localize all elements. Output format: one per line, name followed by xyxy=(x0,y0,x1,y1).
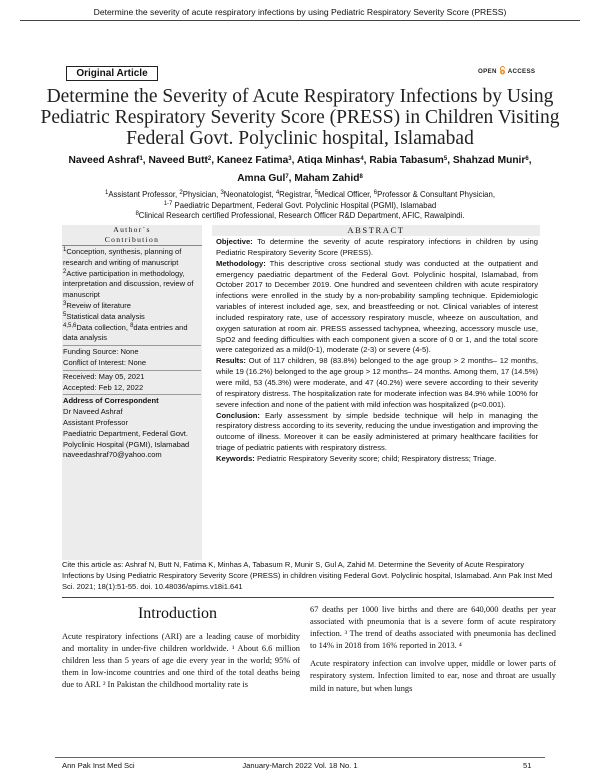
author-affil-mark: 8 xyxy=(359,174,363,180)
abstract-label: Results: xyxy=(216,356,246,366)
author-affil-mark: 5 xyxy=(443,156,448,162)
sidebar-content xyxy=(63,247,201,461)
citation: Cite this article as: Ashraf N, Butt N, Fatima K, Minhas A, Tabasum R, Munir S, Gul A, Zahid M. Determine the Severity of Acute Respiratory Infections by Using Pediatric Respiratory Severity Score (PRESS) in children visiting Federal Govt. Polyclinic hospital, Islamabad. Ann Pak Inst Med Sci. 2021; 18(1):51-55. doi. 10.48036/apims.v18i1.641 xyxy=(62,560,553,591)
contribution-item xyxy=(63,323,201,345)
abstract-text: Out of 117 children, 98 (83.8%) belonged to the age group > 2 months– 12 months, while 19 (16.2%) belonged to the age group > 12 months– 24 months. Among them, 17 (14.5%) were mild, 53 (45.3%) were moderate, and 47 (40.2%) were severe according to their severity of respiratory distress. The hospitalization rate for moderate infection was 84.9% while 100% for severe infection and none of the patient with mild infection was hospitalized (p<0.001). xyxy=(216,356,538,409)
contribution-heading-line: Author`s xyxy=(113,225,151,234)
contribution-item xyxy=(63,269,201,301)
contribution-text: Reveiw of literature xyxy=(66,300,131,310)
author-affil-mark: 6 xyxy=(525,156,529,162)
conflict-of-interest: Conflict of Interest: None xyxy=(63,357,147,367)
title-line: Federal Govt. Polyclinic hospital, Islamabad xyxy=(126,128,474,149)
author-name: Naveed Butt xyxy=(148,155,208,166)
affil-text: Registrar, xyxy=(279,190,315,199)
abstract-conclusion xyxy=(216,411,538,454)
author-name: Shahzad Munir xyxy=(452,155,526,166)
correspondent-name: Dr Naveed Ashraf xyxy=(63,407,123,417)
intro-paragraph: 67 deaths per 1000 live births and there are 640,000 deaths per year associated with pneumonia that is a severe form of acute respiratory infection. ³ The trend of deaths associated with pneumonia has declined to 14% in 2018 from 16% reported in 2013. ⁴ xyxy=(310,605,556,651)
affil-text: Professor & Consultant Physician, xyxy=(377,190,496,199)
contribution-heading-line: Contribution xyxy=(104,234,160,244)
contribution-heading xyxy=(62,225,202,246)
abstract-text: Early assessment by simple bedside technique will help in managing the respiratory distress according to its severity, reducing the undue investigation and improving the outcome of illness. Moreover it can be easily administered at primary healthcare facilities for triage of pediatric patients with respiratory distress. xyxy=(216,410,538,453)
footer-journal: Ann Pak Inst Med Sci xyxy=(62,761,135,770)
author-affil-mark: 7 xyxy=(285,174,289,180)
correspondence-label xyxy=(63,396,201,407)
author-affil-mark: 1 xyxy=(139,156,143,162)
contribution-mark: 4,5,6 xyxy=(63,322,77,329)
author-name: Amna Gul xyxy=(237,173,286,184)
article-title xyxy=(40,86,560,149)
affil-mark: 1 xyxy=(104,190,109,196)
article-type-badge: Original Article xyxy=(66,66,158,81)
body-column-right xyxy=(310,604,556,701)
author-name: Atiqa Minhas xyxy=(296,155,361,166)
abstract-label: Keywords: xyxy=(216,453,255,463)
title-line: Pediatric Respiratory Severity Score (PRESS) in Children Visiting xyxy=(40,107,560,128)
page-number: 51 xyxy=(523,761,532,770)
contribution-text: Data collection, xyxy=(76,322,131,332)
author-name: Naveed Ashraf xyxy=(68,155,140,166)
contribution-mark: 1 xyxy=(63,247,67,253)
abstract-objective xyxy=(216,237,538,259)
abstract-label: Methodology: xyxy=(216,258,266,268)
open-access-label-right: ACCESS xyxy=(507,68,536,75)
abstract-body xyxy=(216,237,538,465)
open-lock-icon xyxy=(499,66,506,75)
affil-mark: 5 xyxy=(314,190,319,196)
correspondent-title: Assistant Professor xyxy=(63,417,129,427)
affil-text: Physician, xyxy=(182,190,221,199)
correspondent-address: Paediatric Department, Federal Govt. Polyclinic Hospital (PGMI), Islamabad xyxy=(63,428,190,449)
sidebar-divider xyxy=(63,370,201,371)
author-name: Kaneez Fatima xyxy=(216,155,289,166)
affil-mark: 1-7 xyxy=(163,200,173,207)
open-access-label-left: OPEN xyxy=(478,68,497,75)
abstract-text: To determine the severity of acute respiratory infections in children by using Pediatric Respiratory Severity Score (PRESS). xyxy=(216,237,538,257)
citation-divider xyxy=(62,597,554,598)
author-affil-mark: 3 xyxy=(288,156,292,162)
contribution-item xyxy=(63,247,201,269)
author-list: Naveed Ashraf$^1$, Naveed Butt$^2$, Kaneez Fatima$^3$, Atiqa Minhas$^4$, Rabia Tabasum$^5$, Shahzad Munir$^6$, Amna Gul$^7$, Maham Zahid$^8$ xyxy=(68,155,532,184)
contribution-text: data entries and data analysis xyxy=(63,322,188,343)
abstract-heading: ABSTRACT xyxy=(212,225,540,236)
contribution-text: Statistical data analysis xyxy=(66,311,145,321)
sidebar-divider xyxy=(63,345,201,346)
abstract-text: This descriptive cross sectional study was conducted at the outpatient and emergency paediatric department of the Federal Govt. Polyclinic hospital, Islamabad, from October 2017 to December 2019. One hundred and seventeen children with acute respiratory infections were enrolled in the study by a non-probability sampling technique. Epidemiologic variables of interest included age, sex, and breastfeeding or not. Clinical variables of interest included respiratory rate, use of accessory respiratory muscle, wheeze on auscultation, and oxygen saturation at room air. PRESS assessed tachypnea, wheezing, accessory muscle use, SpO2 and feeding difficulties with each component given a score of 0 or 1, and the total score were categorized as a mild(0-1), moderate (2-3) or severe (4-5). xyxy=(216,258,538,355)
abstract-keywords xyxy=(216,454,538,465)
affil-text: Neonatologist, xyxy=(223,190,276,199)
running-title: Determine the severity of acute respiratory infections by using Pediatric Respiratory Severity Score (PRESS) xyxy=(93,7,507,17)
introduction-heading: Introduction xyxy=(137,605,218,622)
contribution-item xyxy=(63,301,201,312)
funding-source: Funding Source: None xyxy=(63,347,139,357)
title-line: Determine the Severity of Acute Respiratory Infections by Using xyxy=(46,86,554,107)
affil-mark: 6 xyxy=(373,190,378,196)
intro-paragraph: Acute respiratory infection can involve upper, middle or lower parts of respiratory system. Infection limited to ear, nose and throat are usually mild in nature, but when lungs xyxy=(310,659,556,693)
author-name: Maham Zahid xyxy=(294,173,360,184)
contribution-item xyxy=(63,312,201,323)
abstract-results xyxy=(216,356,538,410)
affiliations xyxy=(30,190,570,222)
contribution-text: Active participation in methodology, interpretation and discussion, review of manuscript xyxy=(63,268,194,300)
open-access-logo xyxy=(478,66,535,75)
affil-text: Clinical Research certified Professional, Research Officer R&D Department, AFIC, Rawalpindi. xyxy=(138,211,465,221)
correspondent-email[interactable]: naveedashraf70@yahoo.com xyxy=(63,450,162,460)
author-affil-mark: 2 xyxy=(207,156,212,162)
affil-text: Medical Officer, xyxy=(318,190,374,199)
affil-mark: 2 xyxy=(179,190,183,196)
author-name: Rabia Tabasum xyxy=(369,155,444,166)
received-date: Received: May 05, 2021 xyxy=(63,371,145,381)
affil-mark: 8 xyxy=(135,211,139,218)
correspondence-label-text: Address of Correspondent xyxy=(63,396,159,406)
abstract-text: Pediatric Respiratory Severity score; child; Respiratory distress; Triage. xyxy=(254,453,497,463)
contribution-mark: 3 xyxy=(63,300,67,307)
contribution-mark: 2 xyxy=(63,268,67,275)
accepted-date: Accepted: Feb 12, 2022 xyxy=(63,382,144,392)
abstract-methodology xyxy=(216,259,538,357)
header-divider xyxy=(20,20,580,21)
abstract-label: Conclusion: xyxy=(216,410,260,420)
affil-mark: 3 xyxy=(220,190,224,196)
author-affil-mark: 4 xyxy=(360,156,364,162)
affil-text: Paediatric Department, Federal Govt. Polyclinic Hospital (PGMI), Islamabad xyxy=(172,200,437,210)
affil-text: Assistant Professor, xyxy=(108,190,180,199)
body-column-left xyxy=(62,631,300,697)
footer-issue: January-March 2022 Vol. 18 No. 1 xyxy=(242,761,358,770)
footer-divider xyxy=(55,757,545,758)
abstract-label: Objective: xyxy=(216,237,253,246)
contribution-text: Conception, synthesis, planning of research and writing of manuscript xyxy=(63,247,182,267)
sidebar-divider xyxy=(63,394,201,395)
contribution-mark: 8 xyxy=(130,322,134,329)
intro-paragraph: Acute respiratory infections (ARI) are a leading cause of morbidity and mortality in under-five children worldwide. ¹ About 6.6 million children less than 5 years of age die every year in the world; 95% of them in low-income countries and one third of the total deaths being due to ARI. ² In Pakistan the childhood mortality rate is xyxy=(62,632,300,690)
contribution-mark: 5 xyxy=(63,311,67,318)
affil-mark: 4 xyxy=(275,190,280,196)
